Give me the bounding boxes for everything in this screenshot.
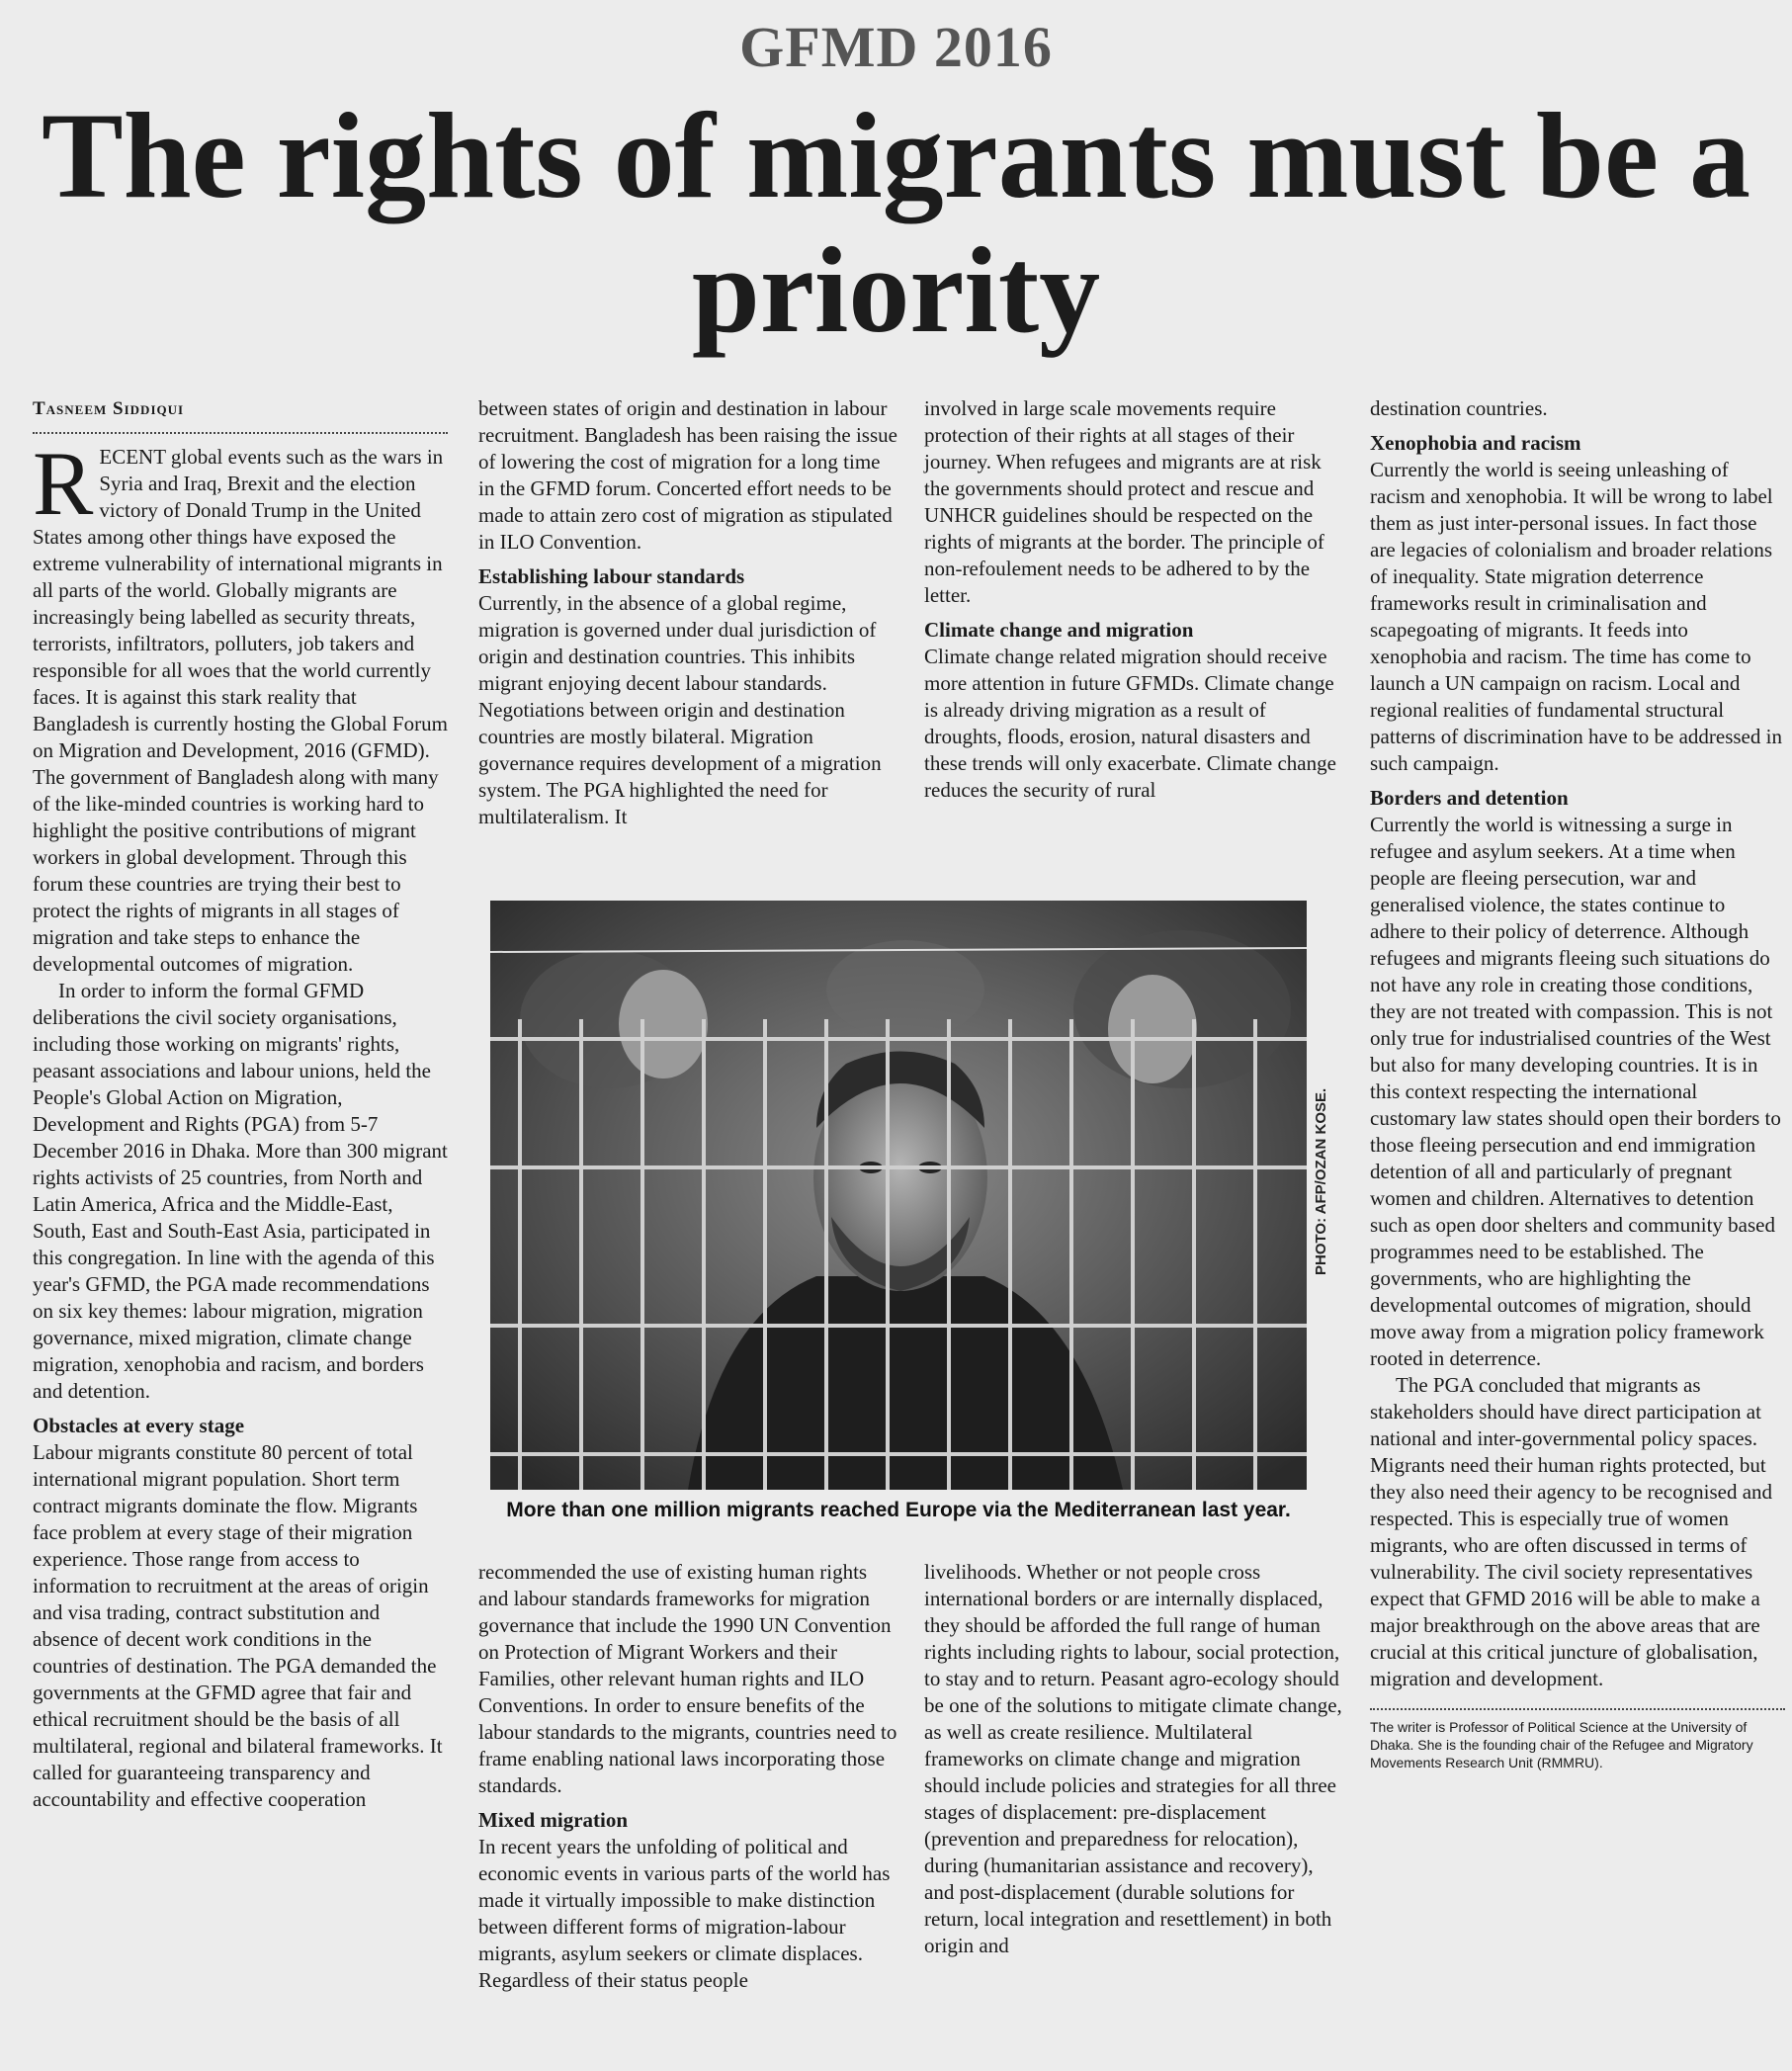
column-2-top bbox=[478, 395, 898, 830]
paragraph: recommended the use of existing human rights and labour standards frameworks for migration governance that include the 1990 UN Convention on Protection of Migrant Workers and their Families, other relevant human rights and ILO Conventions. In order to ensure benefits of the labour standards to the migrants, countries need to frame enabling national laws incorporating those standards. bbox=[478, 1560, 897, 1797]
paragraph: Labour migrants constitute 80 percent of total international migrant population. Short term contract migrants dominate the flow. Migrants face problem at every stage of their migration experience. Those range from access to information to recruitment at the areas of origin and visa trading, contract substitution and absence of decent work conditions in the countries of destination. The PGA demanded the governments at the GFMD agree that fair and ethical recruitment should be the basis of all multilateral, regional and bilateral frameworks. It called for guaranteeing transparency and accountability and effective cooperation bbox=[33, 1440, 443, 1811]
paragraph: between states of origin and destination in labour recruitment. Bangladesh has been raising the issue of lowering the cost of migration for a long time in the GFMD forum. Concerted effort needs to be made to attain zero cost of migration as stipulated in ILO Convention. bbox=[478, 396, 897, 554]
column-2-bottom bbox=[478, 1559, 898, 1994]
paragraph: Currently the world is witnessing a surge in refugee and asylum seekers. At a time when people are fleeing persecution, war and generalised violence, the states continue to adhere to their policy of deterrence. Although refugees and migrants fleeing such situations do not have any role in creating those conditions, they are not treated with compassion. This is not only true for industrialised countries of the West but also for many developing countries. It is in this context respecting the international customary law states should open their borders to those fleeing persecution and end immigration detention of all and particularly of pregnant women and children. Alternatives to detention such as open door shelters and community based programmes need to be established. The governments, who are highlighting the developmental outcomes of migration, should move away from a migration policy framework rooted in deterrence. bbox=[1370, 813, 1781, 1370]
author-note: The writer is Professor of Political Science at the University of Dhaka. She is the founding chair of the Refugee and Migratory Movements Research Unit (RMMRU). bbox=[1370, 1708, 1785, 1771]
subheading: Borders and detention bbox=[1370, 786, 1569, 810]
byline: Tasneem Siddiqui bbox=[33, 395, 448, 434]
paragraph: involved in large scale movements require protection of their rights at all stages of their journey. When refugees and migrants are at risk the governments should protect and rescue and UNHCR guidelines should be respected on the rights of migrants at the border. The principle of non-refoulement needs to be adhered to by the letter. bbox=[924, 396, 1324, 607]
subheading: Mixed migration bbox=[478, 1808, 629, 1832]
migrant-behind-fence-image bbox=[490, 901, 1307, 1490]
column-3-bottom bbox=[924, 1559, 1344, 1959]
paragraph: In order to inform the formal GFMD deliberations the civil society organisations, including those working on migrants' rights, peasant associations and labour unions, held the People's Global Action on Migration, Development and Rights (PGA) from 5-7 December 2016 in Dhaka. More than 300 migrant rights activists of 25 countries, from North and Latin America, Africa and the Middle-East, South, East and South-East Asia, participated in this congregation. In line with the agenda of this year's GFMD, the PGA made recommendations on six key themes: labour migration, migration governance, mixed migration, climate change migration, xenophobia and racism, and borders and detention. bbox=[33, 979, 448, 1403]
headline: The rights of migrants must be a priority bbox=[41, 88, 1751, 358]
paragraph: The PGA concluded that migrants as stakeholders should have direct participation at national and inter-governmental policy spaces. Migrants need their human rights protected, but they also need their agency to be recognised and respected. This is especially true of women migrants, who are often discussed in terms of vulnerability. The civil society representatives expect that GFMD 2016 will be able to make a major breakthrough on the above areas that are crucial at this critical juncture of globalisation, migration and development. bbox=[1370, 1373, 1773, 1690]
paragraph: Climate change related migration should receive more attention in future GFMDs. Climate change is already driving migration as a result of droughts, floods, erosion, natural disasters and these trends will only exacerbate. Climate change reduces the security of rural bbox=[924, 645, 1336, 802]
photo-caption: More than one million migrants reached Europe via the Mediterranean last year. bbox=[506, 1499, 1291, 1521]
column-1 bbox=[33, 395, 448, 1813]
news-photo bbox=[490, 901, 1307, 1490]
paragraph: destination countries. bbox=[1370, 396, 1548, 420]
subheading: Establishing labour standards bbox=[478, 564, 745, 588]
paragraph: RECENT global events such as the wars in Syria and Iraq, Brexit and the election victory of Donald Trump in the United States among other things have exposed the extreme vulnerability of international migrants in all parts of the world. Globally migrants are increasingly being labelled as security threats, terrorists, infiltrators, polluters, job takers and responsible for all woes that the world currently faces. It is against this stark reality that Bangladesh is currently hosting the Global Forum on Migration and Development, 2016 (GFMD). The government of Bangladesh along with many of the like-minded countries is working hard to highlight the positive contributions of migrant workers in global development. Through this forum these countries are trying their best to protect the rights of migrants in all stages of migration and take steps to enhance the developmental outcomes of migration. bbox=[33, 433, 448, 976]
paragraph: Currently the world is seeing unleashing of racism and xenophobia. It will be wrong to label them as just inter-personal issues. In fact those are legacies of colonialism and broader relations of inequality. State migration deterrence frameworks result in criminalisation and scapegoating of migrants. It feeds into xenophobia and racism. The time has come to launch a UN campaign on racism. Local and regional realities of fundamental structural patterns of discrimination have to be addressed in such campaign. bbox=[1370, 458, 1782, 775]
drop-cap: R bbox=[33, 433, 94, 534]
paragraph: Currently, in the absence of a global regime, migration is governed under dual jurisdiction of origin and destination countries. This inhibits migrant enjoying decent labour standards. Negotiations between origin and destination countries are mostly bilateral. Migration governance requires development of a migration system. The PGA highlighted the need for multilateralism. It bbox=[478, 591, 882, 828]
section-kicker: GFMD 2016 bbox=[739, 15, 1053, 79]
column-4 bbox=[1370, 395, 1785, 1771]
subheading: Obstacles at every stage bbox=[33, 1414, 245, 1437]
subheading: Xenophobia and racism bbox=[1370, 431, 1581, 455]
paragraph: In recent years the unfolding of political and economic events in various parts of the world has made it virtually impossible to make distinction between different forms of migration-labour migrants, asylum seekers or climate displaces. Regardless of their status people bbox=[478, 1835, 891, 1992]
paragraph: livelihoods. Whether or not people cross international borders or are internally displaced, they should be afforded the full range of human rights including rights to labour, social protection, to stay and to return. Peasant agro-ecology should be one of the solutions to mitigate climate change, as well as create resilience. Multilateral frameworks on climate change and migration should include policies and strategies for all three stages of displacement: pre-displacement (prevention and preparedness for relocation), during (humanitarian assistance and recovery), and post-displacement (durable solutions for return, local integration and resettlement) in both origin and bbox=[924, 1560, 1342, 1957]
subheading: Climate change and migration bbox=[924, 618, 1194, 642]
column-3-top bbox=[924, 395, 1344, 804]
photo-credit: PHOTO: AFP/OZAN KOSE. bbox=[1313, 1087, 1329, 1275]
